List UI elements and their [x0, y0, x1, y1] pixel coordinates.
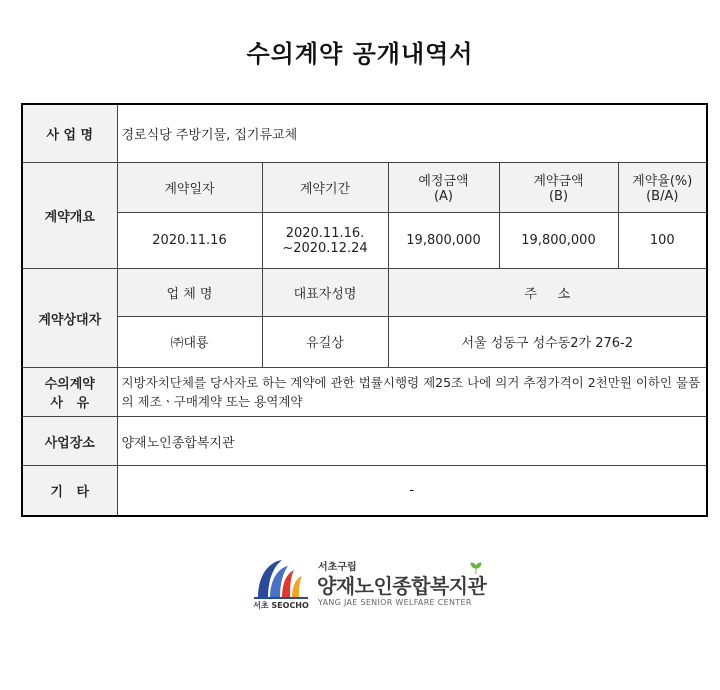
contract-overview-values-row [22, 213, 707, 269]
contract-rate-header-line1: 계약율(%) [632, 174, 693, 190]
location-row [22, 416, 707, 465]
reason-label-line1: 수의계약 [44, 376, 95, 392]
logo-emblem-icon [248, 556, 314, 602]
contract-period-end: ~2020.12.24 [282, 240, 368, 256]
contract-period-header: 계약기간 [262, 162, 388, 212]
counterparty-header-row [22, 269, 707, 316]
business-name-row [22, 104, 707, 162]
company-name-header: 업 체 명 [117, 269, 262, 316]
logo-main-text: 양재노인종합복지관 [317, 574, 487, 598]
location-label: 사업장소 [22, 416, 117, 465]
logo-seocho-text: 서초 SEOCHO [253, 601, 309, 610]
contract-rate-value: 100 [618, 213, 707, 269]
contract-rate-header [618, 162, 707, 212]
representative-value: 유길상 [262, 316, 388, 367]
contract-date-header: 계약일자 [117, 162, 262, 212]
contract-rate-header-line2: (B/A) [646, 189, 679, 205]
address-value: 서울 성동구 성수동2가 276-2 [388, 316, 707, 367]
page-title: 수의계약 공개내역서 [246, 39, 474, 68]
estimated-amount-header-line2: (A) [433, 189, 454, 205]
reason-row [22, 367, 707, 416]
contract-overview-label: 계약개요 [22, 162, 117, 269]
estimated-amount-header [388, 162, 499, 212]
estimated-amount-value: 19,800,000 [388, 213, 499, 269]
contract-amount-header-line1: 계약금액 [533, 174, 584, 190]
reason-value: 지방자치단체를 당사자로 하는 계약에 관한 법률시행령 제25조 나에 의거 추정가격이 2천만원 이하인 물품의 제조ㆍ구매계약 또는 용역계약 [117, 367, 707, 416]
business-name-value: 경로식당 주방기물, 집기류교체 [117, 104, 707, 162]
logo-english-text: YANG JAE SENIOR WELFARE CENTER [318, 598, 472, 607]
contract-amount-value: 19,800,000 [499, 213, 618, 269]
counterparty-label: 계약상대자 [22, 269, 117, 367]
reason-label-line2: 사 유 [50, 395, 90, 411]
contract-overview-header-row [22, 162, 707, 212]
etc-label: 기 타 [22, 466, 117, 516]
contract-date-value: 2020.11.16 [117, 213, 262, 269]
reason-label [22, 367, 117, 416]
counterparty-values-row [22, 316, 707, 367]
contract-period-value [262, 213, 388, 269]
logo-small-text: 서초구립 [318, 562, 357, 573]
contract-amount-header-line2: (B) [548, 189, 569, 205]
representative-header: 대표자성명 [262, 269, 388, 316]
etc-row [22, 466, 707, 516]
contract-period-start: 2020.11.16. [285, 225, 365, 241]
location-value: 양재노인종합복지관 [117, 416, 707, 465]
estimated-amount-header-line1: 예정금액 [418, 174, 469, 190]
business-name-label: 사 업 명 [22, 104, 117, 162]
address-header: 주 소 [388, 269, 707, 316]
contract-disclosure-table [21, 103, 708, 517]
etc-value: - [117, 466, 707, 516]
company-name-value: ㈜대룡 [117, 316, 262, 367]
leaf-icon [470, 562, 482, 574]
organization-logo [248, 556, 488, 616]
contract-amount-header [499, 162, 618, 212]
